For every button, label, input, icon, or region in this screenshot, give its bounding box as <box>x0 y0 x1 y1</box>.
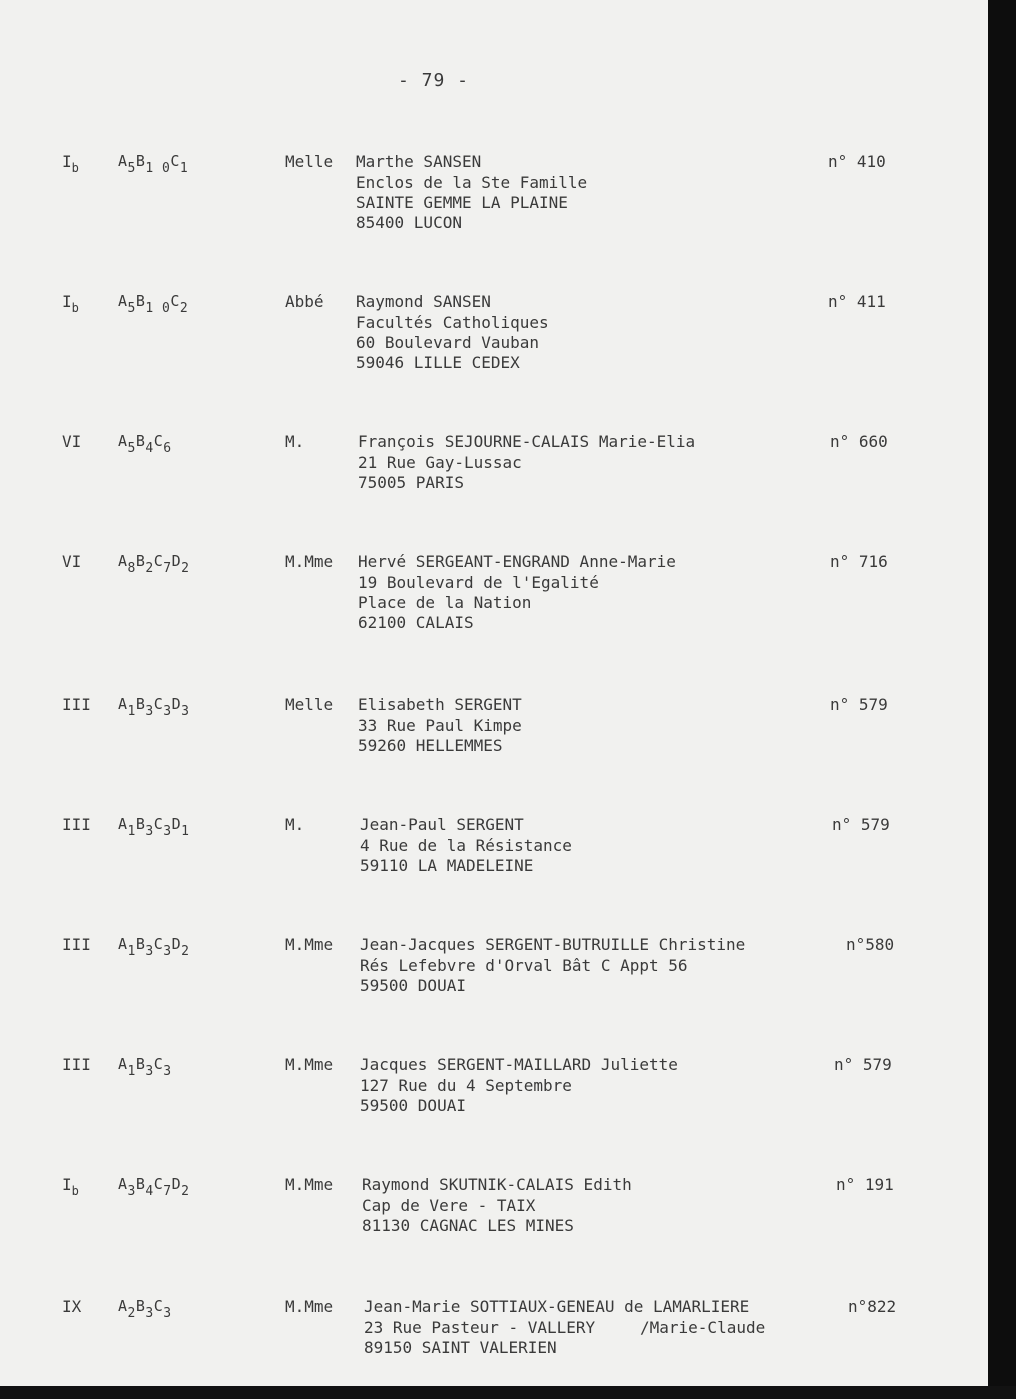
entry-address <box>360 836 572 876</box>
entry-address <box>356 313 549 373</box>
entry-address <box>362 1196 574 1236</box>
code-letter: C <box>153 432 164 450</box>
address-line: 4 Rue de la Résistance <box>360 836 572 855</box>
entry-class <box>62 1055 91 1074</box>
directory-entry <box>0 1297 988 1386</box>
entry-name: Raymond SKUTNIK-CALAIS Edith <box>362 1175 632 1194</box>
code-letter: B <box>135 1175 146 1193</box>
code-letter: C <box>153 815 164 833</box>
code-index: 2 <box>179 301 189 316</box>
entry-code <box>118 152 188 176</box>
code-letter: C <box>153 552 164 570</box>
entry-name: Jean-Paul SERGENT <box>360 815 524 834</box>
scan-border-right <box>988 0 1016 1399</box>
entry-name: Jean-Jacques SERGENT-BUTRUILLE Christine <box>360 935 746 954</box>
entry-class <box>62 552 81 571</box>
code-letter: B <box>135 292 146 310</box>
code-index: 1 <box>179 161 189 176</box>
code-index: 4 <box>145 1184 154 1199</box>
code-index: 5 <box>127 161 136 176</box>
entry-title: M.Mme <box>285 1297 334 1316</box>
code-letter: D <box>171 815 182 833</box>
entry-title: M.Mme <box>285 552 334 571</box>
entry-class <box>62 152 79 175</box>
entry-title: M. <box>285 815 305 834</box>
code-letter: A <box>118 552 128 570</box>
entry-class-main: VI <box>62 552 82 571</box>
code-letter: D <box>171 552 182 570</box>
entry-code <box>118 815 189 839</box>
code-letter: C <box>153 1175 164 1193</box>
entry-code <box>118 552 189 576</box>
code-index: 8 <box>127 561 136 576</box>
entry-number: n° 716 <box>830 552 888 571</box>
address-line: 89150 SAINT VALERIEN <box>364 1338 557 1357</box>
entry-class <box>62 695 91 714</box>
page-number: - 79 - <box>398 70 470 91</box>
code-index: 5 <box>127 441 136 456</box>
code-index: 2 <box>145 561 154 576</box>
entry-title: Melle <box>285 695 334 714</box>
code-index: 7 <box>163 561 172 576</box>
entry-code <box>118 1175 189 1199</box>
code-letter: D <box>171 695 182 713</box>
entry-name: Hervé SERGEANT-ENGRAND Anne-Marie <box>358 552 676 571</box>
entry-title: Melle <box>285 152 334 171</box>
entry-class-main: I <box>62 292 72 311</box>
entry-address <box>358 716 522 756</box>
entry-address <box>360 956 688 996</box>
entry-class-main: III <box>62 815 91 834</box>
entry-title: M.Mme <box>285 1175 334 1194</box>
entry-code <box>118 1055 172 1079</box>
code-index: 3 <box>127 1184 136 1199</box>
address-trailing: /Marie-Claude <box>640 1318 766 1337</box>
code-index: 1 <box>127 824 136 839</box>
code-letter: D <box>171 935 182 953</box>
entry-name: Marthe SANSEN <box>356 152 482 171</box>
code-letter: A <box>118 815 128 833</box>
code-index: 5 <box>127 301 136 316</box>
entry-class-main: III <box>62 695 91 714</box>
entry-class-main: III <box>62 935 91 954</box>
code-letter: A <box>118 432 128 450</box>
entry-address <box>356 173 587 233</box>
code-index: 3 <box>145 824 154 839</box>
entry-class-main: VI <box>62 432 82 451</box>
entry-title: M.Mme <box>285 935 334 954</box>
code-index: 2 <box>181 1184 190 1199</box>
entry-number: n° 579 <box>830 695 888 714</box>
entry-class-main: III <box>62 1055 91 1074</box>
directory-entry <box>0 432 988 532</box>
code-index: 1 0 <box>145 301 171 316</box>
code-letter: A <box>118 935 128 953</box>
code-index: 1 <box>127 1064 136 1079</box>
code-letter: B <box>135 935 146 953</box>
code-index: 1 <box>181 824 190 839</box>
entry-code <box>118 695 189 719</box>
code-letter: B <box>135 695 146 713</box>
address-line: 59500 DOUAI <box>360 976 466 995</box>
code-index: 4 <box>145 441 154 456</box>
code-index: 3 <box>163 704 172 719</box>
directory-entry <box>0 935 988 1035</box>
entry-number: n° 191 <box>836 1175 894 1194</box>
code-index: 1 <box>127 944 136 959</box>
address-line: 59046 LILLE CEDEX <box>356 353 520 372</box>
directory-entry <box>0 152 988 252</box>
entry-class <box>62 1175 79 1198</box>
code-letter: B <box>135 152 146 170</box>
entry-address <box>364 1318 595 1358</box>
directory-entry <box>0 552 988 652</box>
entry-number: n° 411 <box>828 292 886 311</box>
address-line: 85400 LUCON <box>356 213 462 232</box>
address-line: 21 Rue Gay-Lussac <box>358 453 522 472</box>
address-line: Facultés Catholiques <box>356 313 549 332</box>
code-index: 6 <box>163 441 172 456</box>
address-line: 19 Boulevard de l'Egalité <box>358 573 599 592</box>
code-index: 1 0 <box>145 161 171 176</box>
entry-name: Jean-Marie SOTTIAUX-GENEAU de LAMARLIERE <box>364 1297 750 1316</box>
code-index: 3 <box>163 824 172 839</box>
code-letter: B <box>135 815 146 833</box>
entry-name: Jacques SERGENT-MAILLARD Juliette <box>360 1055 678 1074</box>
entry-title: Abbé <box>285 292 324 311</box>
code-letter: C <box>153 1297 164 1315</box>
code-index: 3 <box>145 704 154 719</box>
code-letter: B <box>135 1055 146 1073</box>
entry-class <box>62 1297 81 1316</box>
directory-entry <box>0 292 988 392</box>
entry-code <box>118 1297 172 1321</box>
entry-name: Raymond SANSEN <box>356 292 491 311</box>
code-index: 7 <box>163 1184 172 1199</box>
address-line: 75005 PARIS <box>358 473 464 492</box>
code-letter: A <box>118 292 128 310</box>
address-line: 60 Boulevard Vauban <box>356 333 540 352</box>
scan-border-bottom <box>0 1386 1016 1399</box>
entry-class <box>62 935 91 954</box>
entry-number: n° 579 <box>834 1055 892 1074</box>
code-letter: A <box>118 1175 128 1193</box>
code-index: 3 <box>163 1064 172 1079</box>
directory-entry <box>0 1055 988 1155</box>
entry-class-sub: b <box>71 1184 79 1198</box>
code-index: 2 <box>127 1306 136 1321</box>
entry-title: M.Mme <box>285 1055 334 1074</box>
address-line: 127 Rue du 4 Septembre <box>360 1076 572 1095</box>
code-letter: C <box>153 1055 164 1073</box>
address-line: Rés Lefebvre d'Orval Bât C Appt 56 <box>360 956 688 975</box>
address-line: 62100 CALAIS <box>358 613 474 632</box>
code-index: 3 <box>181 704 190 719</box>
directory-entry <box>0 695 988 795</box>
address-line: 23 Rue Pasteur - VALLERY <box>364 1318 596 1337</box>
code-letter: C <box>170 292 180 310</box>
entry-number: n° 410 <box>828 152 886 171</box>
entry-class <box>62 815 91 834</box>
entry-code <box>118 935 189 959</box>
code-letter: D <box>171 1175 182 1193</box>
entry-number: n° 660 <box>830 432 888 451</box>
entry-address <box>358 573 599 633</box>
entry-name: François SEJOURNE-CALAIS Marie-Elia <box>358 432 696 451</box>
address-line: 81130 CAGNAC LES MINES <box>362 1216 574 1235</box>
address-line: Enclos de la Ste Famille <box>356 173 588 192</box>
code-index: 2 <box>181 944 190 959</box>
entry-number: n°822 <box>848 1297 897 1316</box>
entry-class-sub: b <box>71 301 79 315</box>
code-letter: C <box>153 695 164 713</box>
entry-title: M. <box>285 432 305 451</box>
entry-number: n° 579 <box>832 815 890 834</box>
entry-code <box>118 432 172 456</box>
code-letter: A <box>118 1055 128 1073</box>
code-index: 3 <box>145 1064 154 1079</box>
entry-class-main: I <box>62 152 72 171</box>
entry-class-sub: b <box>71 161 79 175</box>
address-line: 59260 HELLEMMES <box>358 736 503 755</box>
code-index: 3 <box>145 1306 154 1321</box>
address-line: 59110 LA MADELEINE <box>360 856 534 875</box>
directory-entry <box>0 1175 988 1275</box>
address-line: Cap de Vere - TAIX <box>362 1196 536 1215</box>
code-index: 1 <box>127 704 136 719</box>
address-line: 59500 DOUAI <box>360 1096 466 1115</box>
code-letter: A <box>118 1297 128 1315</box>
code-letter: B <box>135 1297 146 1315</box>
code-letter: B <box>135 432 146 450</box>
address-line: 33 Rue Paul Kimpe <box>358 716 522 735</box>
entry-class-main: I <box>62 1175 72 1194</box>
address-line: SAINTE GEMME LA PLAINE <box>356 193 568 212</box>
code-letter: C <box>153 935 164 953</box>
entry-code <box>118 292 188 316</box>
entry-class <box>62 292 79 315</box>
code-index: 2 <box>181 561 190 576</box>
code-letter: A <box>118 695 128 713</box>
code-index: 3 <box>163 944 172 959</box>
entry-class <box>62 432 81 451</box>
entry-address <box>360 1076 572 1116</box>
entry-address <box>358 453 522 493</box>
entry-number: n°580 <box>846 935 895 954</box>
address-line: Place de la Nation <box>358 593 532 612</box>
code-letter: A <box>118 152 128 170</box>
entry-name: Elisabeth SERGENT <box>358 695 522 714</box>
code-index: 3 <box>145 944 154 959</box>
code-letter: C <box>170 152 180 170</box>
directory-entry <box>0 815 988 915</box>
entry-class-main: IX <box>62 1297 82 1316</box>
code-index: 3 <box>163 1306 172 1321</box>
code-letter: B <box>135 552 146 570</box>
